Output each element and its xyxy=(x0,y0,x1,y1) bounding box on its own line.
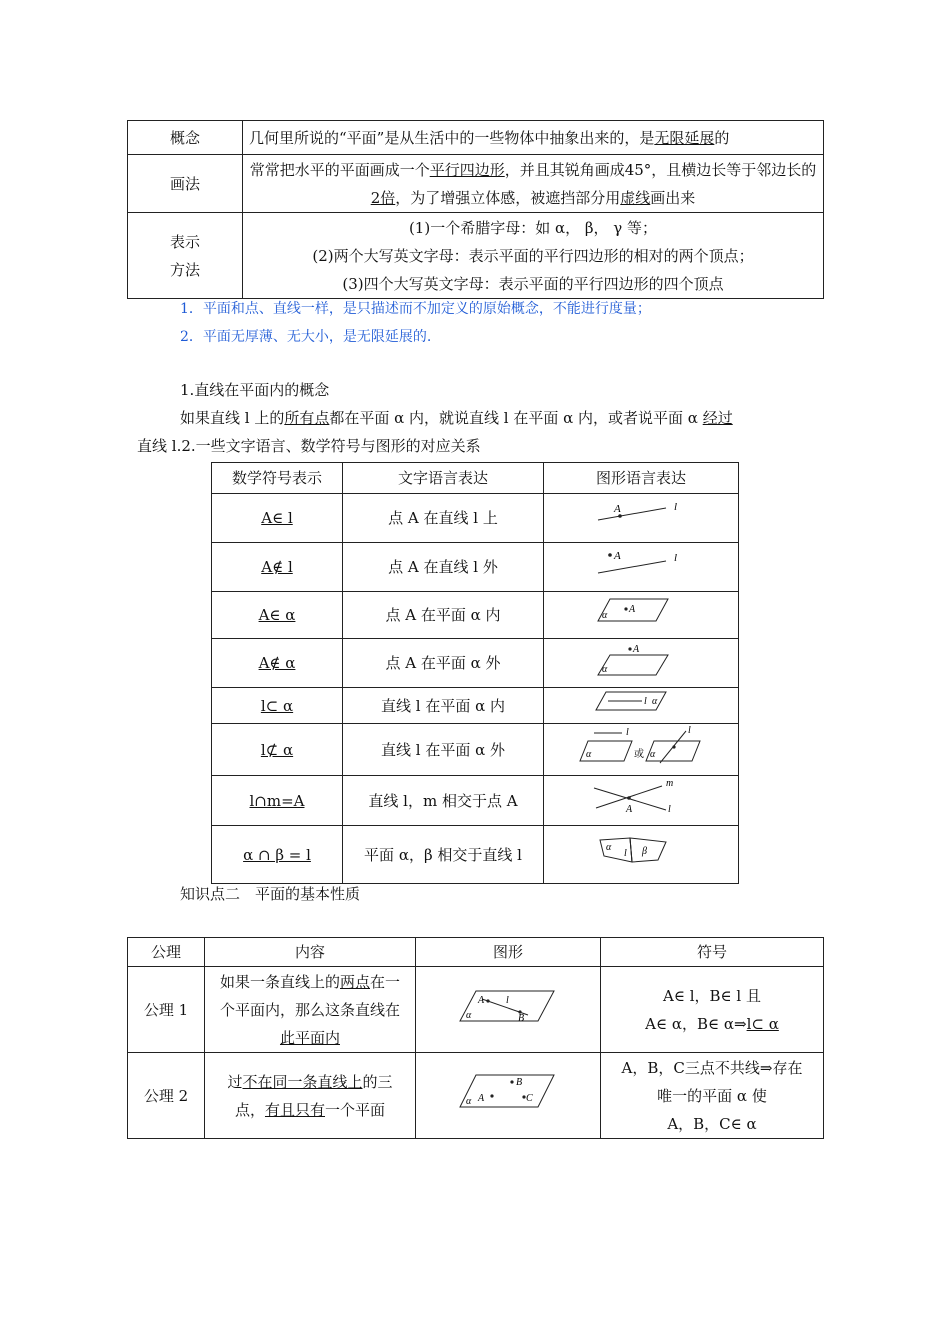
svg-text:α: α xyxy=(466,1096,472,1107)
drawing-text: 常常把水平的平面画成一个平行四边形，并且其锐角画成45°，且横边长等于邻边长的2倍，为了增强立体感，被遮挡部分用虚线画出来 xyxy=(243,155,824,213)
correspondence-table xyxy=(211,462,739,884)
svg-text:l: l xyxy=(674,500,678,513)
point-off-plane-figure xyxy=(586,641,696,677)
axiom-figure xyxy=(416,967,601,1053)
svg-text:α: α xyxy=(466,1010,472,1021)
concept-text: 几何里所说的“平面”是从生活中的一些物体中抽象出来的，是无限延展的 xyxy=(243,121,824,155)
header-figure: 图形 xyxy=(416,938,601,967)
svg-text:l: l xyxy=(624,848,627,859)
svg-text:l: l xyxy=(644,696,647,707)
svg-text:A: A xyxy=(478,1093,485,1104)
row-label-notation: 表示方法 xyxy=(128,213,243,299)
svg-text:α: α xyxy=(586,749,592,760)
note-1: 1．平面和点、直线一样，是只描述而不加定义的原始概念，不能进行度量； xyxy=(180,301,651,317)
figure-cell xyxy=(544,494,739,543)
intersecting-lines-figure xyxy=(586,776,696,816)
text-cell: 直线 l，m 相交于点 A xyxy=(343,776,544,826)
point-in-plane-figure xyxy=(586,593,696,629)
section-heading: 1.直线在平面内的概念 xyxy=(180,381,330,399)
symbol-cell: l∩m=A xyxy=(212,776,343,826)
svg-text:α: α xyxy=(606,842,612,853)
text-cell: 平面 α，β 相交于直线 l xyxy=(343,826,544,884)
header-text: 文字语言表达 xyxy=(343,463,544,494)
figure-cell xyxy=(544,592,739,639)
axiom-2-figure xyxy=(448,1069,568,1113)
symbol-cell: α ∩ β = l xyxy=(212,826,343,884)
definition-line-1: 如果直线 l 上的所有点都在平面 α 内，就说直线 l 在平面 α 内，或者说平面 α 经过 xyxy=(180,409,733,427)
axiom-name: 公理 1 xyxy=(128,967,205,1053)
header-symbol: 数学符号表示 xyxy=(212,463,343,494)
axiom-content: 如果一条直线上的两点在一个平面内，那么这条直线在此平面内 xyxy=(205,967,416,1053)
figure-cell xyxy=(544,543,739,592)
row-label-concept: 概念 xyxy=(128,121,243,155)
header-content: 内容 xyxy=(205,938,416,967)
svg-text:α: α xyxy=(602,663,608,675)
note-2: 2．平面无厚薄、无大小，是无限延展的. xyxy=(180,329,432,345)
line-in-plane-figure xyxy=(586,688,696,714)
section-2-heading: 知识点二 平面的基本性质 xyxy=(180,885,361,903)
axiom-content: 过不在同一条直线上的三点，有且只有一个平面 xyxy=(205,1053,416,1139)
intersecting-planes-figure xyxy=(586,832,696,868)
axiom-symbol: A，B，C三点不共线⇒存在 唯一的平面 α 使 A，B，C∈ α xyxy=(601,1053,824,1139)
row-label-drawing: 画法 xyxy=(128,155,243,213)
svg-text:β: β xyxy=(642,846,647,857)
figure-cell xyxy=(544,639,739,688)
svg-text:A: A xyxy=(614,502,621,515)
axiom-table xyxy=(127,937,824,1139)
svg-text:B: B xyxy=(516,1077,523,1088)
figure-cell xyxy=(544,776,739,826)
text-cell: 点 A 在平面 α 外 xyxy=(343,639,544,688)
text-cell: 点 A 在直线 l 外 xyxy=(343,543,544,592)
svg-text:m: m xyxy=(666,778,674,789)
symbol-cell: A∈ α xyxy=(212,592,343,639)
figure-cell xyxy=(544,724,739,776)
svg-text:α: α xyxy=(652,696,658,707)
point-on-line-figure xyxy=(586,496,696,532)
text-cell: 直线 l 在平面 α 外 xyxy=(343,724,544,776)
svg-text:α: α xyxy=(602,609,608,621)
svg-text:A: A xyxy=(633,643,640,655)
text-cell: 直线 l 在平面 α 内 xyxy=(343,688,544,724)
svg-text:A: A xyxy=(629,603,636,615)
figure-cell xyxy=(544,688,739,724)
symbol-cell: A∉ α xyxy=(212,639,343,688)
svg-text:B: B xyxy=(518,1013,525,1024)
notation-text: (1)一个希腊字母：如 α， β， γ 等； (2)两个大写英文字母：表示平面的平行四边形的相对的两个顶点； (3)四个大写英文字母：表示平面的平行四边形的四个顶点 xyxy=(243,213,824,299)
svg-text:α: α xyxy=(650,749,656,760)
symbol-cell: l⊄ α xyxy=(212,724,343,776)
svg-text:l: l xyxy=(506,995,509,1006)
figure-cell xyxy=(544,826,739,884)
svg-text:A: A xyxy=(626,804,633,815)
svg-text:C: C xyxy=(526,1093,533,1104)
symbol-cell: A∉ l xyxy=(212,543,343,592)
symbol-cell: A∈ l xyxy=(212,494,343,543)
svg-text:l: l xyxy=(668,804,671,815)
svg-text:l: l xyxy=(626,727,629,738)
svg-text:l: l xyxy=(688,725,691,736)
svg-text:A: A xyxy=(478,995,485,1006)
plane-concept-table xyxy=(127,120,824,299)
svg-text:A: A xyxy=(614,549,621,562)
svg-text:l: l xyxy=(674,551,678,564)
axiom-1-figure xyxy=(448,983,568,1027)
line-outside-plane-figure xyxy=(576,725,706,765)
header-symbol: 符号 xyxy=(601,938,824,967)
point-off-line-figure xyxy=(586,545,696,581)
text-cell: 点 A 在直线 l 上 xyxy=(343,494,544,543)
svg-text:或: 或 xyxy=(634,749,644,760)
symbol-cell: l⊂ α xyxy=(212,688,343,724)
definition-line-2: 直线 l.2.一些文字语言、数学符号与图形的对应关系 xyxy=(137,437,481,455)
text-cell: 点 A 在平面 α 内 xyxy=(343,592,544,639)
header-axiom: 公理 xyxy=(128,938,205,967)
axiom-symbol: A∈ l，B∈ l 且 A∈ α，B∈ α⇒l⊂ α xyxy=(601,967,824,1053)
axiom-figure xyxy=(416,1053,601,1139)
header-figure: 图形语言表达 xyxy=(544,463,739,494)
axiom-name: 公理 2 xyxy=(128,1053,205,1139)
